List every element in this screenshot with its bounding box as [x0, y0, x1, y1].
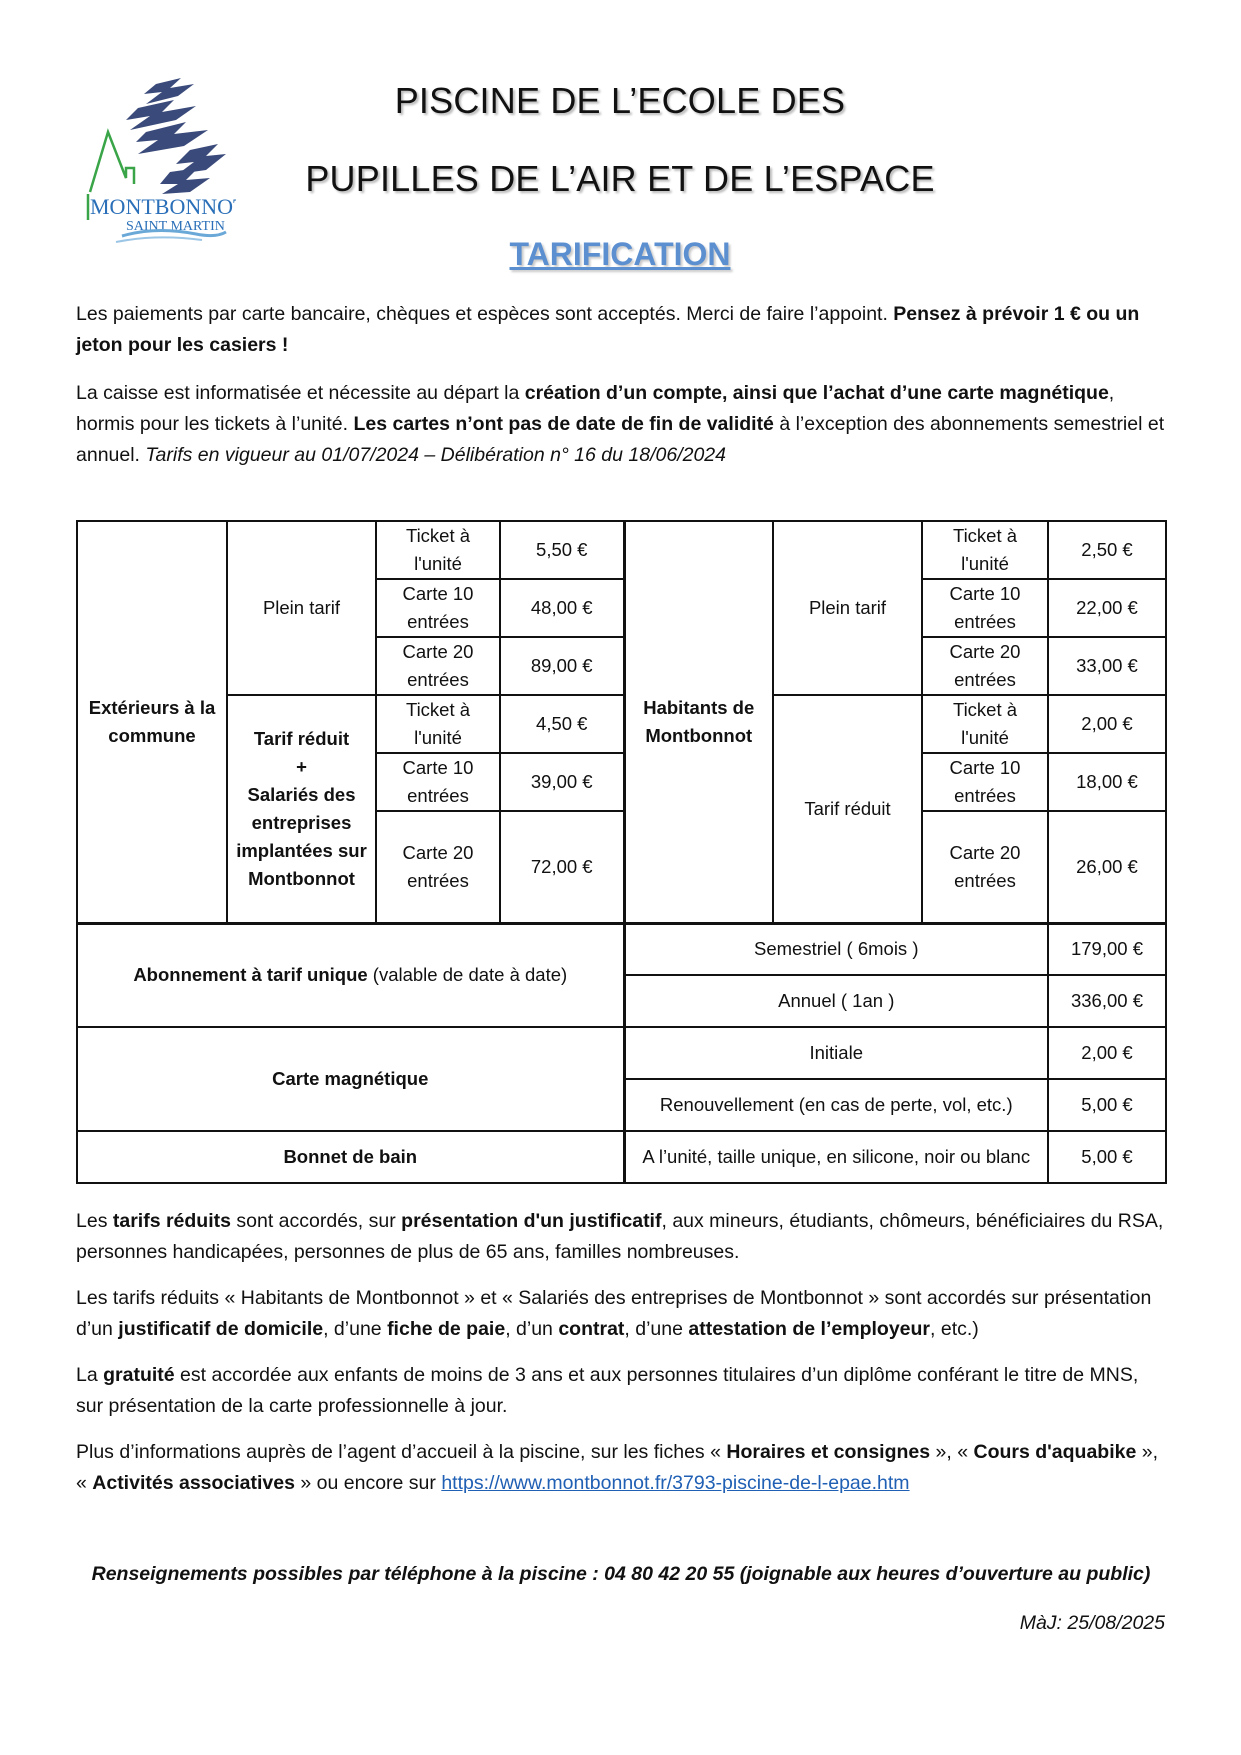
right-price: 18,00 € — [1048, 753, 1166, 811]
right-price: 33,00 € — [1048, 637, 1166, 695]
logo-text-sub: SAINT MARTIN — [126, 219, 225, 234]
right-item: Ticket à l'unité — [922, 695, 1048, 753]
abonnement-price: 179,00 € — [1048, 923, 1166, 975]
abonnement-label: Abonnement à tarif unique (valable de date à date) — [77, 923, 624, 1027]
reduit-line: Salariés des entreprises implantées sur Montbonnot — [236, 783, 367, 889]
left-price: 48,00 € — [500, 579, 624, 637]
left-item: Ticket à l'unité — [376, 521, 500, 579]
bonnet-item: A l’unité, taille unique, en silicone, noir ou blanc — [624, 1131, 1048, 1183]
logo-text-main: MONTBONNOT — [90, 194, 236, 219]
right-item: Carte 10 entrées — [922, 579, 1048, 637]
left-item: Carte 10 entrées — [376, 753, 500, 811]
left-price: 5,50 € — [500, 521, 624, 579]
right-price: 22,00 € — [1048, 579, 1166, 637]
left-price: 39,00 € — [500, 753, 624, 811]
intro-paragraph-caisse: La caisse est informatisée et nécessite au départ la création d’un compte, ainsi que l’achat d’une carte magnétique, hormis pour les tickets à l’unité. Les cartes n’ont pas de date de fin de validité à l’exception des abonnements semestriel et annuel. Tarifs en vigueur au 01/07/2024 – Délibération n° 16 du 18/06/2024 — [76, 382, 1165, 466]
left-item: Carte 20 entrées — [376, 637, 500, 695]
reduit-line: + — [296, 755, 307, 777]
group-exterieurs: Extérieurs à la commune — [77, 521, 227, 923]
right-item: Carte 20 entrées — [922, 811, 1048, 923]
left-item: Carte 20 entrées — [376, 811, 500, 923]
right-plein-tarif: Plein tarif — [773, 521, 922, 695]
right-price: 2,50 € — [1048, 521, 1166, 579]
bonnet-price: 5,00 € — [1048, 1131, 1166, 1183]
carte-magnetique-label: Carte magnétique — [77, 1027, 624, 1131]
left-plein-tarif: Plein tarif — [227, 521, 376, 695]
page-title-line2: PUPILLES DE L’AIR ET DE L’ESPACE — [305, 158, 935, 199]
montbonnot-logo — [86, 74, 236, 249]
note-tarifs-reduits: Les tarifs réduits sont accordés, sur présentation d'un justificatif, aux mineurs, étudiants, chômeurs, bénéficiaires du RSA, personnes handicapées, personnes de plus de 65 ans, familles nombreuses. — [76, 1210, 1164, 1263]
abonnement-item: Semestriel ( 6mois ) — [624, 923, 1048, 975]
reduit-line: Tarif réduit — [253, 727, 350, 749]
montbonnot-logo-icon — [86, 74, 236, 249]
carte-price: 5,00 € — [1048, 1079, 1166, 1131]
left-price: 72,00 € — [500, 811, 624, 923]
abonnement-price: 336,00 € — [1048, 975, 1166, 1027]
note-justificatifs: Les tarifs réduits « Habitants de Montbonnot » et « Salariés des entreprises de Montbonnot » sont accordés sur présentation d’un justificatif de domicile, d’une fiche de paie, d’un contrat, d’une attestation de l’employeur, etc.) — [76, 1287, 1152, 1340]
note-gratuite: La gratuité est accordée aux enfants de moins de 3 ans et aux personnes titulaires d’un diplôme conférant le titre de MNS, sur présentation de la carte professionnelle à jour. — [76, 1364, 1139, 1417]
right-item: Ticket à l'unité — [922, 521, 1048, 579]
bonnet-label: Bonnet de bain — [77, 1131, 624, 1183]
update-date: MàJ: 25/08/2025 — [1019, 1612, 1165, 1634]
abonnement-item: Annuel ( 1an ) — [624, 975, 1048, 1027]
left-price: 89,00 € — [500, 637, 624, 695]
right-price: 2,00 € — [1048, 695, 1166, 753]
right-price: 26,00 € — [1048, 811, 1166, 923]
right-item: Carte 20 entrées — [922, 637, 1048, 695]
left-item: Ticket à l'unité — [376, 695, 500, 753]
intro-paragraph-payment: Les paiements par carte bancaire, chèques et espèces sont acceptés. Merci de faire l’appoint. Pensez à prévoir 1 € ou un jeton pour les casiers ! — [76, 303, 1140, 356]
carte-item: Initiale — [624, 1027, 1048, 1079]
pricing-table — [76, 520, 1167, 1184]
carte-item: Renouvellement (en cas de perte, vol, etc.) — [624, 1079, 1048, 1131]
page-subtitle: TARIFICATION — [509, 236, 731, 272]
group-habitants: Habitants de Montbonnot — [624, 521, 773, 923]
page-title-line1: PISCINE DE L’ECOLE DES — [394, 80, 846, 121]
left-price: 4,50 € — [500, 695, 624, 753]
left-tarif-reduit — [227, 695, 376, 923]
piscine-page-link[interactable]: https://www.montbonnot.fr/3793-piscine-de-l-epae.htm — [441, 1472, 910, 1494]
right-item: Carte 10 entrées — [922, 753, 1048, 811]
right-tarif-reduit: Tarif réduit — [773, 695, 922, 923]
phone-info: Renseignements possibles par téléphone à la piscine : 04 80 42 20 55 (joignable aux heures d’ouverture au public) — [91, 1563, 1151, 1585]
left-item: Carte 10 entrées — [376, 579, 500, 637]
carte-price: 2,00 € — [1048, 1027, 1166, 1079]
note-informations: Plus d’informations auprès de l’agent d’accueil à la piscine, sur les fiches « Horaires et consignes », « Cours d'aquabike », « Activités associatives » ou encore sur https://www.montbonnot.fr/3793-piscine-de-l-epae.htm — [76, 1441, 1159, 1494]
